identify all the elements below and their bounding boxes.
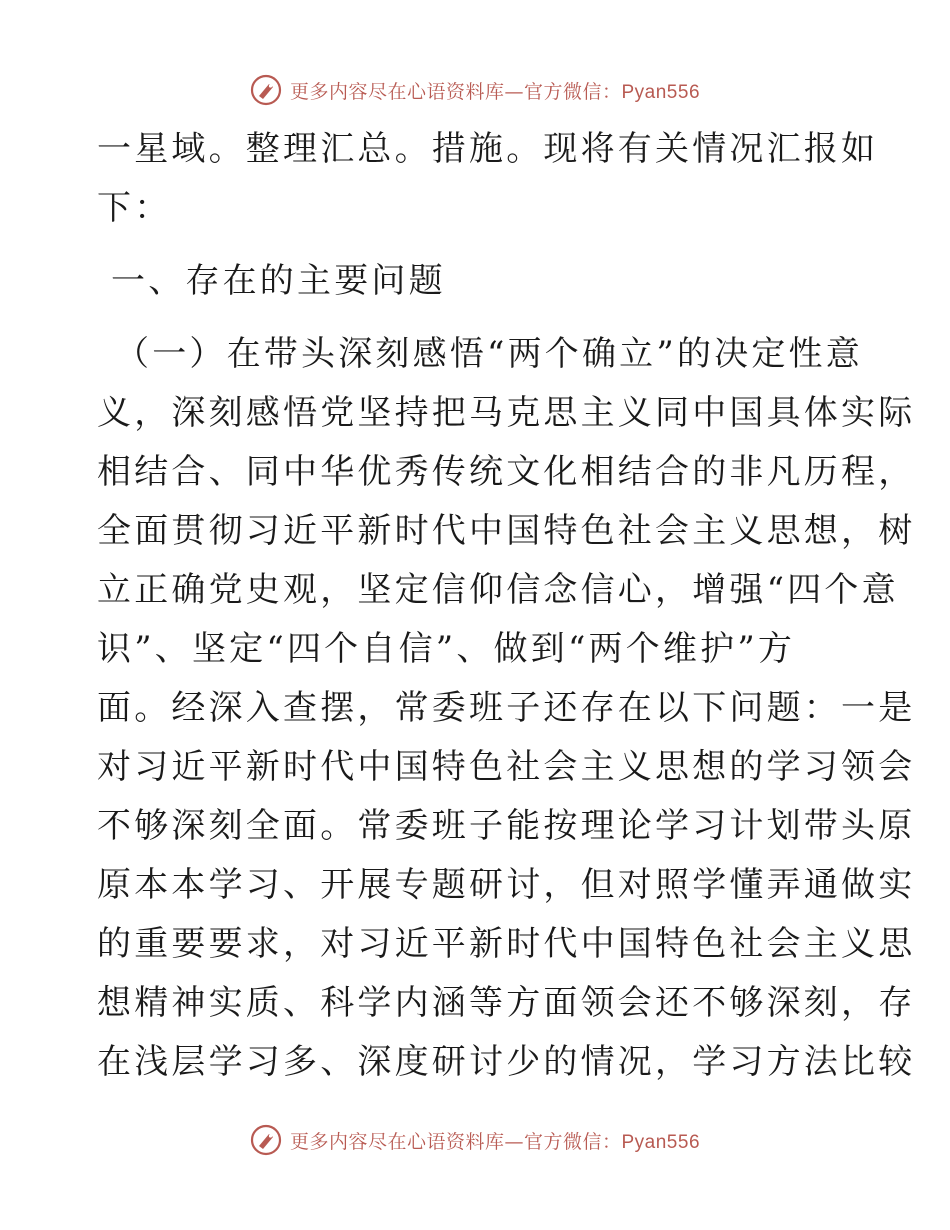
paragraph-line: 在浅层学习多、深度研讨少的情况，学习方法比较 bbox=[97, 1042, 916, 1082]
watermark-text bbox=[290, 1127, 700, 1154]
paragraph-line: 不够深刻全面。常委班子能按理论学习计划带头原 bbox=[97, 806, 916, 846]
paragraph-line: 相结合、同中华优秀传统文化相结合的非凡历程， bbox=[97, 452, 916, 492]
paragraph-line: 义，深刻感悟党坚持把马克思主义同中国具体实际 bbox=[97, 393, 916, 433]
watermark-text-cn: 更多内容尽在心语资料库—官方微信： bbox=[289, 80, 622, 103]
section-heading: 一、存在的主要问题 bbox=[111, 261, 446, 301]
footer-watermark bbox=[0, 1120, 950, 1160]
watermark-wechat-id: Pyan556 bbox=[621, 1131, 701, 1153]
paragraph-line: 全面贯彻习近平新时代中国特色社会主义思想，树 bbox=[97, 511, 916, 551]
paragraph-line: 想精神实质、科学内涵等方面领会还不够深刻，存 bbox=[97, 983, 916, 1023]
pen-nib-circle-icon bbox=[250, 74, 282, 106]
paragraph-line: （一）在带头深刻感悟“两个确立”的决定性意 bbox=[115, 334, 863, 374]
paragraph-line: 识”、坚定“四个自信”、做到“两个维护”方 bbox=[97, 629, 796, 669]
paragraph-line: 立正确党史观，坚定信仰信念信心，增强“四个意 bbox=[97, 570, 899, 610]
watermark-wechat-id: Pyan556 bbox=[621, 81, 701, 103]
intro-line-1: 一星域。整理汇总。措施。现将有关情况汇报如 bbox=[97, 129, 879, 169]
paragraph-line: 原本本学习、开展专题研讨，但对照学懂弄通做实 bbox=[97, 865, 916, 905]
paragraph-line: 的重要要求，对习近平新时代中国特色社会主义思 bbox=[97, 924, 916, 964]
intro-line-2: 下： bbox=[97, 188, 172, 228]
paragraph-line: 对习近平新时代中国特色社会主义思想的学习领会 bbox=[97, 747, 916, 787]
paragraph-line: 面。经深入查摆，常委班子还存在以下问题：一是 bbox=[97, 688, 916, 728]
document-body bbox=[97, 120, 916, 1092]
watermark-text bbox=[290, 77, 700, 104]
header-watermark bbox=[0, 70, 950, 110]
watermark-text-cn: 更多内容尽在心语资料库—官方微信： bbox=[289, 1130, 622, 1153]
pen-nib-circle-icon bbox=[250, 1124, 282, 1156]
